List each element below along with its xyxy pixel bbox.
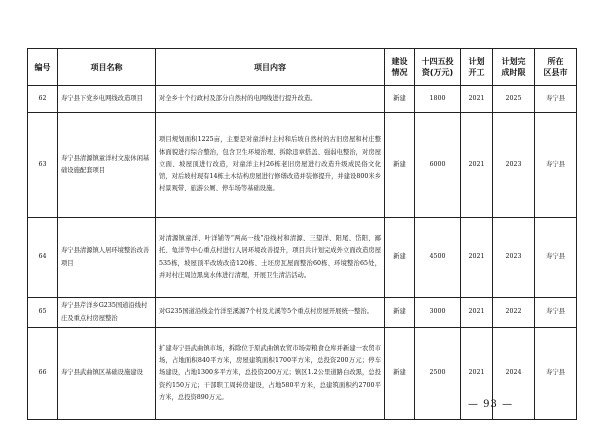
row-status: 新建	[385, 113, 415, 218]
row-start: 2021	[461, 218, 493, 298]
row-start: 2021	[461, 86, 493, 113]
row-status: 新建	[385, 86, 415, 113]
row-investment: 2500	[415, 328, 461, 420]
row-status: 新建	[385, 328, 415, 420]
header-name: 项目名称	[58, 49, 156, 86]
header-finish: 计划完 成时限	[493, 49, 535, 86]
row-start: 2021	[461, 298, 493, 328]
row-start: 2021	[461, 328, 493, 420]
row-county: 寿宁县	[535, 113, 577, 218]
row-name: 寿宁县武曲镇区基础设施建设	[58, 328, 156, 420]
header-status: 建设 情况	[385, 49, 415, 86]
row-content: 扩建寿宁县武曲镇市场，拆除位于原武曲镇农贸市场旁粮食仓库并新建一农贸市场，占地面积840平方米，房屋建筑面积1700平方米，总投资200万元；停车场建设，占地1300多平方米，总投资200万元；镇区1.2公里道路白改黑，总投资约150万元；干部职工周转房建设，占地580平方米，总建筑面积约2700平方米，总投资890万元。	[156, 328, 385, 420]
table-row	[28, 298, 577, 328]
row-name: 寿宁县芹洋乡G235国道沿线村庄及重点村房屋整治	[58, 298, 156, 328]
table-row	[28, 86, 577, 113]
table-header-row	[28, 49, 577, 86]
row-name: 寿宁县清源镇童洋村文旅休闲基础设施配套项目	[58, 113, 156, 218]
row-no: 63	[28, 113, 58, 218]
header-content: 项目内容	[156, 49, 385, 86]
row-finish: 2023	[493, 218, 535, 298]
row-finish: 2023	[493, 113, 535, 218]
page-number: — 93 —	[468, 399, 514, 410]
row-no: 64	[28, 218, 58, 298]
row-investment: 3000	[415, 298, 461, 328]
row-investment: 4500	[415, 218, 461, 298]
row-finish: 2025	[493, 86, 535, 113]
row-finish: 2022	[493, 298, 535, 328]
row-no: 62	[28, 86, 58, 113]
header-no: 编号	[28, 49, 58, 86]
header-county: 所在 区县市	[535, 49, 577, 86]
header-start: 计划 开工	[461, 49, 493, 86]
row-status: 新建	[385, 298, 415, 328]
project-table	[27, 48, 577, 420]
row-investment: 1800	[415, 86, 461, 113]
row-start: 2021	[461, 113, 493, 218]
row-name: 寿宁县清源镇人居环境整治改善项目	[58, 218, 156, 298]
row-name: 寿宁县下党乡电网线改造项目	[58, 86, 156, 113]
row-county: 寿宁县	[535, 328, 577, 420]
row-content: 对全乡十个行政村及部分自然村的电网线进行提升改造。	[156, 86, 385, 113]
row-no: 66	[28, 328, 58, 420]
row-investment: 6000	[415, 113, 461, 218]
row-content: 对G235国道沿线金竹洋至溪源7个村及尤溪等5个重点村房屋开展统一整治。	[156, 298, 385, 328]
table-row	[28, 218, 577, 298]
row-content: 项目规划面积1225亩，主要是对童洋村主村和后坡自然村的古旧房屋和村庄整体面貌进行综合整治，包含卫生环境治理、拆除违章搭盖、强弱电整治，对房屋立面、坡屋顶进行改造，对童洋主村26栋老旧房屋进行改造升级成民俗文化馆，对后坡村现有14栋土木结构房屋进行修缮改造并装修提升，并建设800米乡村景观带、旅游公厕、停车场等基础设施。	[156, 113, 385, 218]
row-no: 65	[28, 298, 58, 328]
row-county: 寿宁县	[535, 86, 577, 113]
row-finish: 2024	[493, 328, 535, 420]
table-row	[28, 113, 577, 218]
row-content: 对清源镇童洋、叶洋铺等“两高一线”沿线村和清源、三望洋、阳尾、岱阳、鄙托、龟洋等中心重点村进行人居环境改善提升，项目共计划完成外立面改造房屋535栋，坡屋顶平改坡改造120栋、土坯房瓦屋面整治60栋、环境整治65处，并对村庄周边黑臭水体进行清理，开展卫生清洁活动。	[156, 218, 385, 298]
row-county: 寿宁县	[535, 218, 577, 298]
header-investment: 十四五投 资(万元)	[415, 49, 461, 86]
row-status: 新建	[385, 218, 415, 298]
row-county: 寿宁县	[535, 298, 577, 328]
